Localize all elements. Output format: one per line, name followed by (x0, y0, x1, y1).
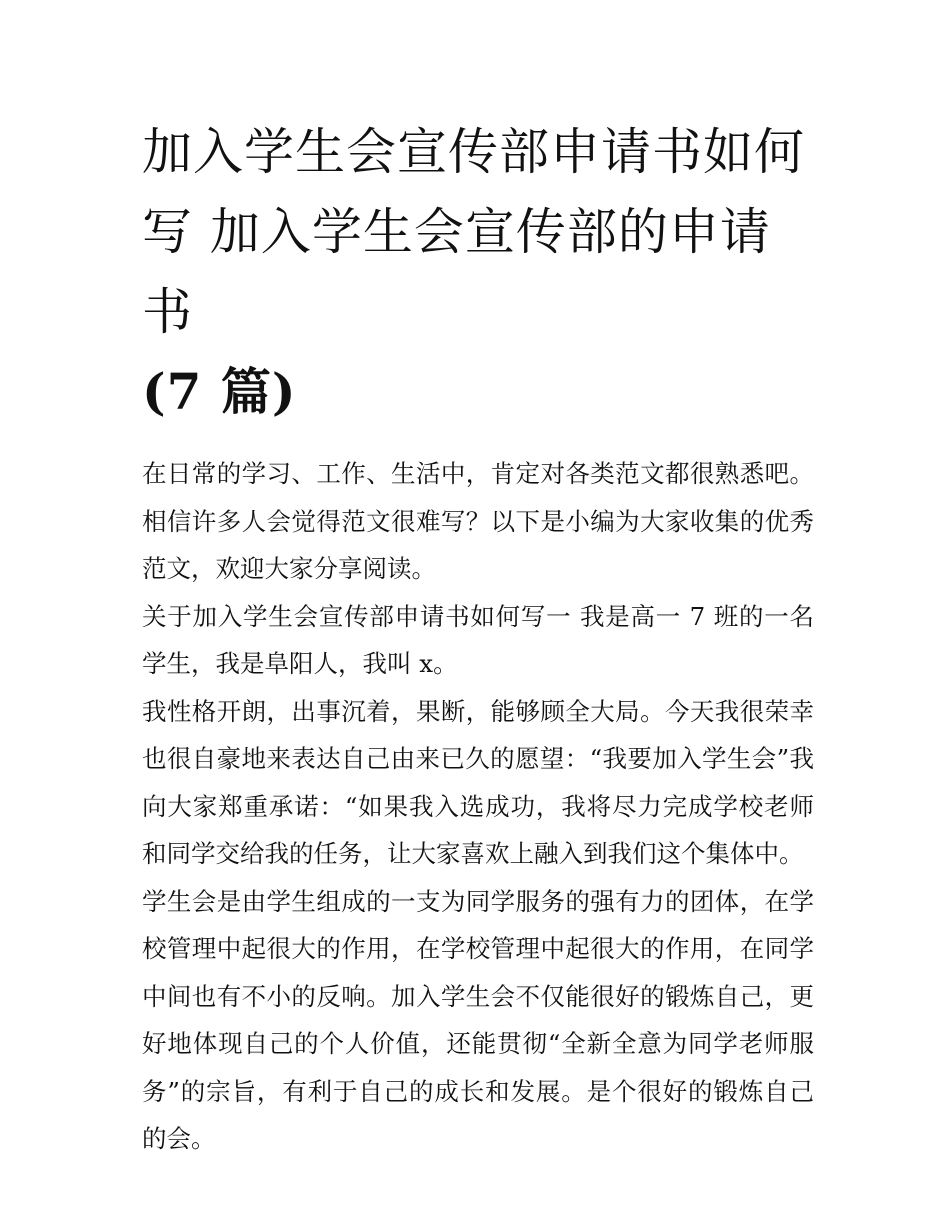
document-page (142, 112, 814, 1163)
document-title (142, 112, 814, 432)
document-body (142, 450, 814, 1163)
title-line-2: 写 加入学生会宣传部的申请书 (142, 203, 771, 341)
body-paragraph: 学生会是由学生组成的一支为同学服务的强有力的团体，在学校管理中起很大的作用，在学校管理中起很大的作用，在同学中间也有不小的反响。加入学生会不仅能很好的锻炼自己，更好地体现自己的个人价值，还能贯彻“全新全意为同学老师服务”的宗旨，有利于自己的成长和发展。是个很好的锻炼自己的会。 (142, 886, 814, 1153)
title-line-3: (7 篇) (142, 362, 297, 421)
section-heading-paragraph: 关于加入学生会宣传部申请书如何写一 我是高一 7 班的一名学生，我是阜阳人，我叫 x。 (142, 601, 814, 678)
body-paragraph: 我性格开朗，出事沉着，果断，能够顾全大局。今天我很荣幸也很自豪地来表达自己由来已久的愿望：“我要加入学生会”我向大家郑重承诺：“如果我入选成功，我将尽力完成学校老师和同学交给我的任务，让大家喜欢上融入到我们这个集体中。 (142, 696, 814, 868)
intro-paragraph: 在日常的学习、工作、生活中，肯定对各类范文都很熟悉吧。相信许多人会觉得范文很难写？以下是小编为大家收集的优秀范文，欢迎大家分享阅读。 (142, 459, 814, 583)
title-line-1: 加入学生会宣传部申请书如何 (142, 123, 805, 181)
